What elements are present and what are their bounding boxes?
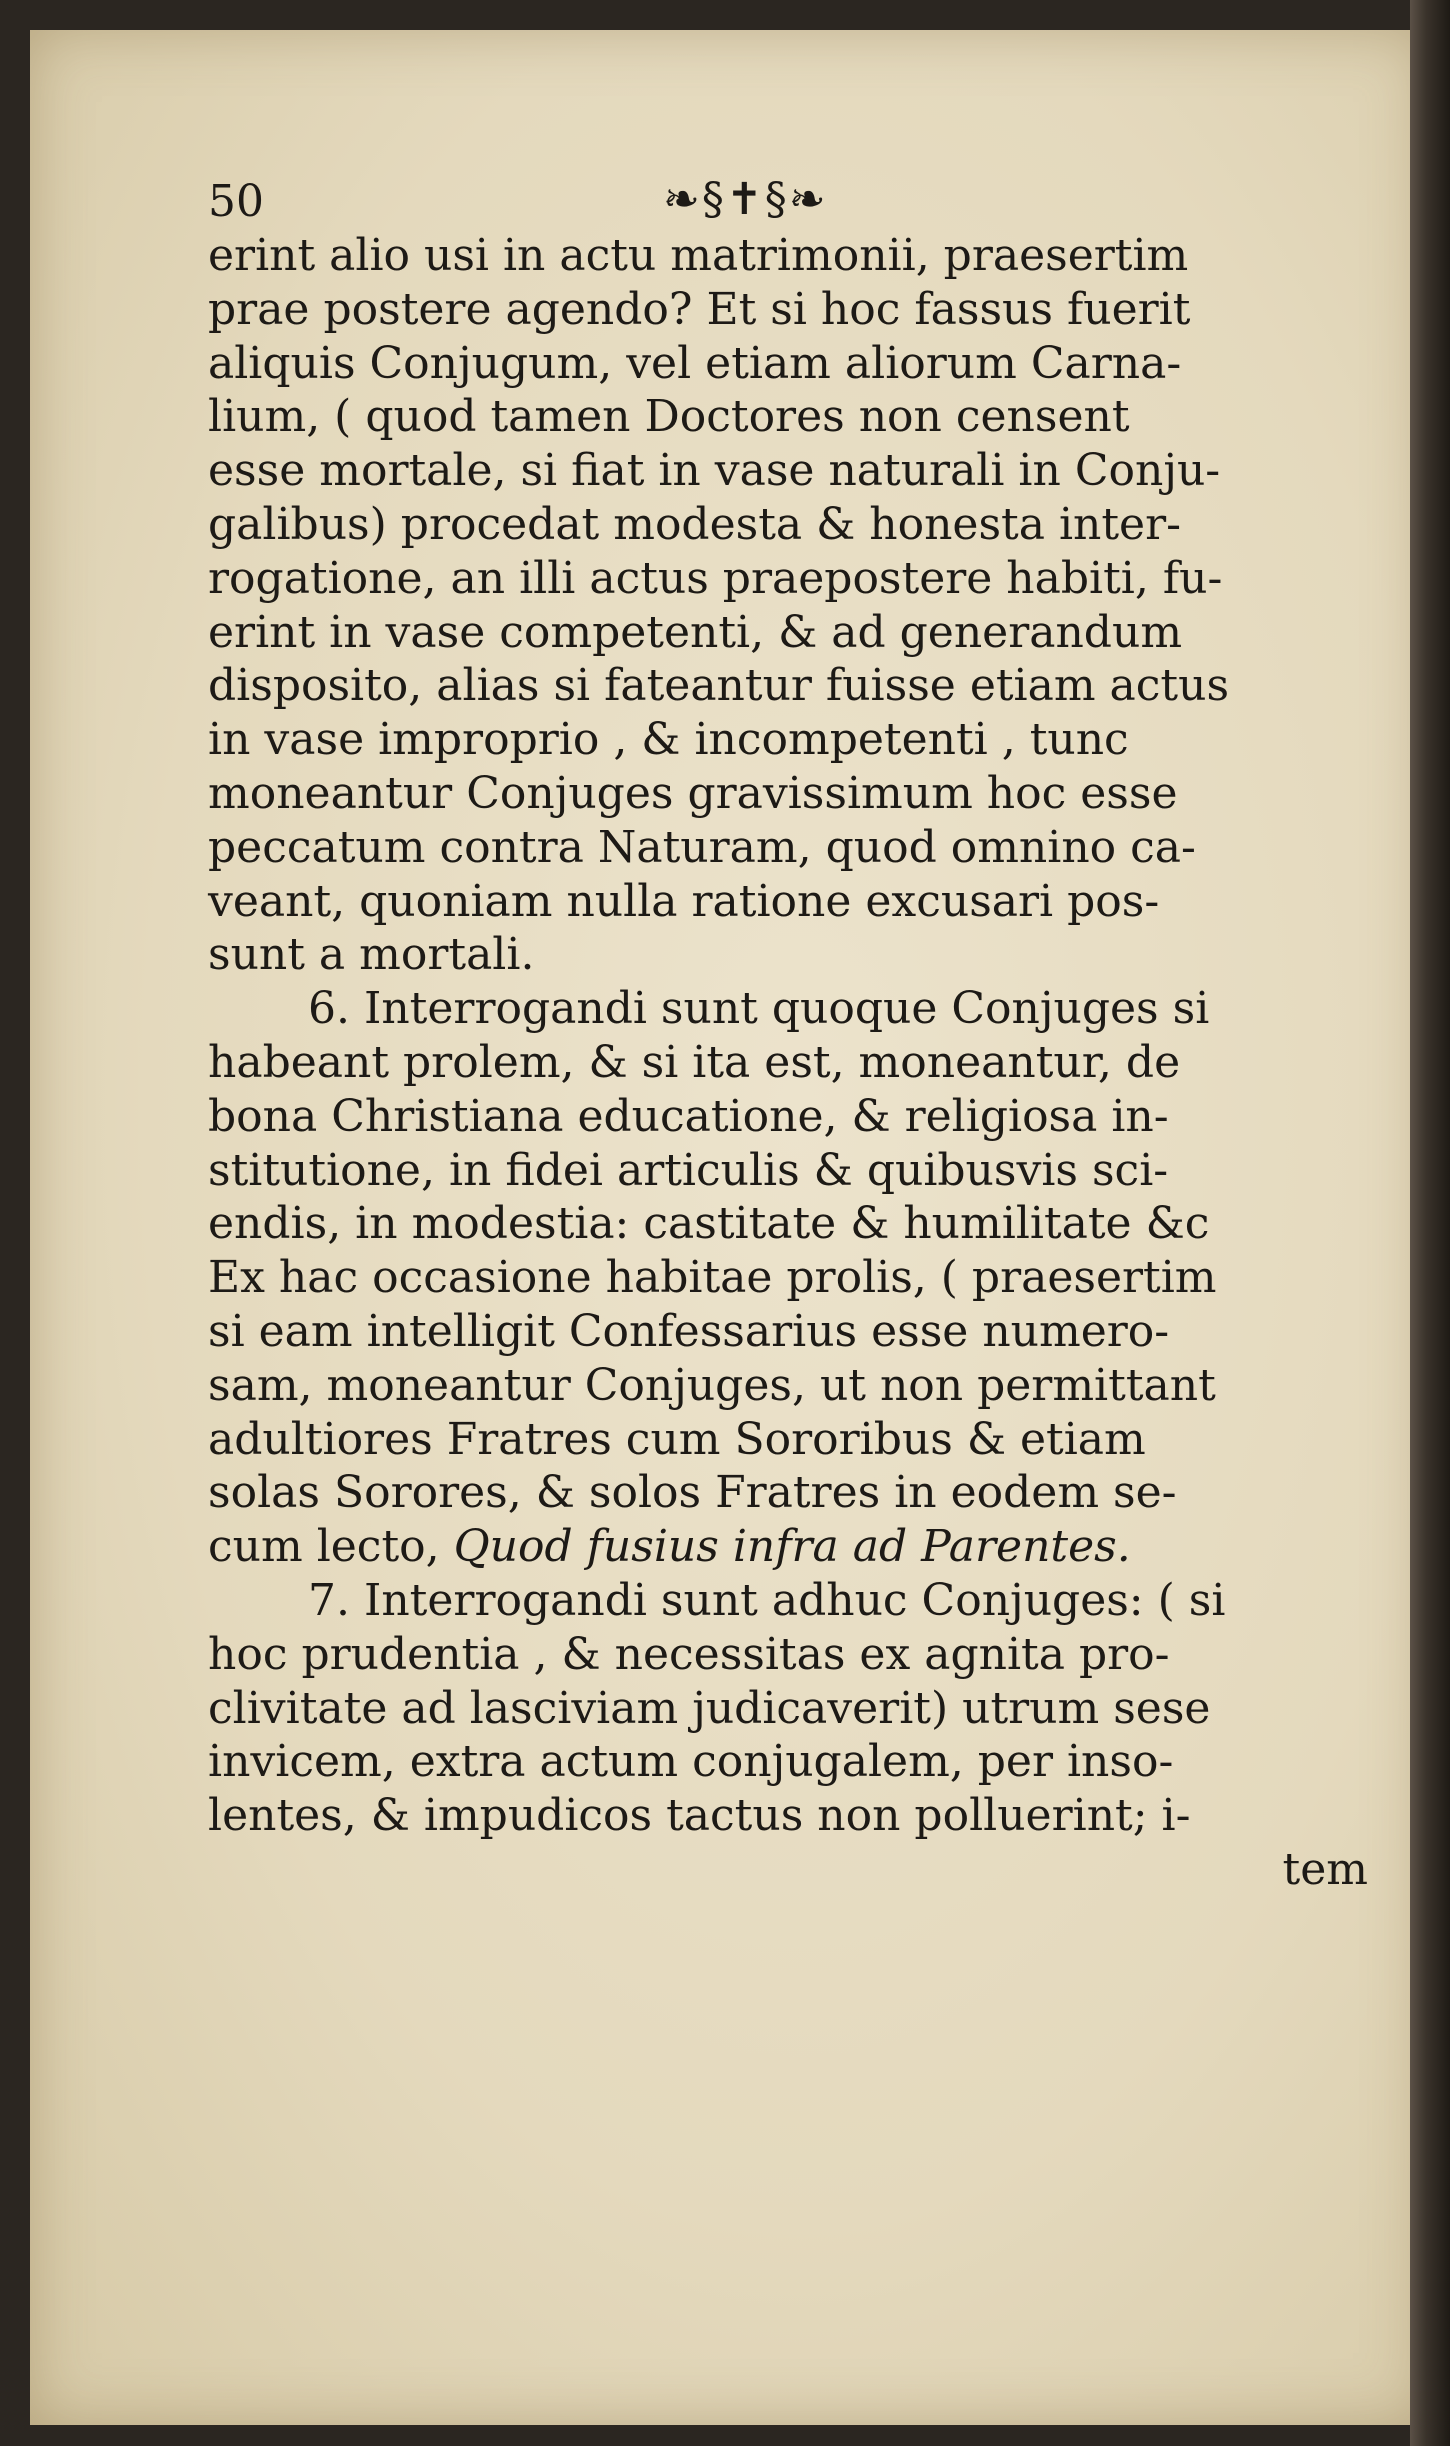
- text-line: Ex hac occasione habitae prolis, ( praesertim: [208, 1252, 1217, 1304]
- page-header: [208, 175, 1408, 229]
- page-number: 50: [208, 176, 264, 227]
- text-line: in vase improprio , & incompetenti , tunc: [208, 714, 1129, 766]
- page-text-block: [208, 175, 1408, 1897]
- text-line: galibus) procedat modesta & honesta inter-: [208, 498, 1181, 550]
- text-line: sunt a mortali.: [208, 929, 535, 981]
- text-line: lium, ( quod tamen Doctores non censent: [208, 391, 1130, 443]
- text-line: endis, in modestia: castitate & humilitate &c: [208, 1198, 1210, 1250]
- text-line: sam, moneantur Conjuges, ut non permittant: [208, 1359, 1216, 1411]
- text-line: moneantur Conjuges gravissimum hoc esse: [208, 767, 1178, 819]
- italic-reference: Quod fusius infra ad Parentes.: [453, 1521, 1131, 1573]
- catchword: tem: [1282, 1843, 1368, 1895]
- text-line: erint in vase competenti, & ad generandum: [208, 606, 1183, 658]
- text-line: hoc prudentia , & necessitas ex agnita pro-: [208, 1628, 1170, 1680]
- text-line: solas Sorores, & solos Fratres in eodem se-: [208, 1467, 1177, 1519]
- text-line: veant, quoniam nulla ratione excusari pos-: [208, 875, 1160, 927]
- text-line: aliquis Conjugum, vel etiam aliorum Carna-: [208, 337, 1182, 389]
- text-line: stitutione, in fidei articulis & quibusvis sci-: [208, 1144, 1169, 1196]
- book-binding-edge: [1410, 0, 1450, 2446]
- text-line: erint alio usi in actu matrimonii, praesertim: [208, 230, 1189, 281]
- text-line: invicem, extra actum conjugalem, per inso-: [208, 1736, 1174, 1788]
- text-line: adultiores Fratres cum Sororibus & etiam: [208, 1413, 1146, 1465]
- paragraph-6-start: 6. Interrogandi sunt quoque Conjuges si: [308, 983, 1210, 1035]
- text-line: disposito, alias si fateantur fuisse etiam actus: [208, 660, 1230, 712]
- text-line: si eam intelligit Confessarius esse numero-: [208, 1305, 1170, 1357]
- text-line: rogatione, an illi actus praepostere habiti, fu-: [208, 552, 1223, 604]
- header-ornament: ❧§✝§❧: [663, 174, 828, 225]
- text-line: bona Christiana educatione, & religiosa in-: [208, 1090, 1169, 1142]
- text-segment: cum lecto,: [208, 1521, 454, 1573]
- text-line-with-italic: [208, 1520, 1408, 1574]
- paragraph-7-start: 7. Interrogandi sunt adhuc Conjuges: ( si: [308, 1574, 1226, 1626]
- text-line: prae postere agendo? Et si hoc fassus fuerit: [208, 283, 1191, 335]
- text-line: peccatum contra Naturam, quod omnino ca-: [208, 821, 1196, 873]
- text-line: lentes, & impudicos tactus non polluerint; i-: [208, 1790, 1191, 1842]
- text-line: clivitate ad lasciviam judicaverit) utrum sese: [208, 1682, 1211, 1734]
- text-line: habeant prolem, & si ita est, moneantur, de: [208, 1036, 1181, 1088]
- text-line: esse mortale, si fiat in vase naturali in Conju-: [208, 445, 1221, 497]
